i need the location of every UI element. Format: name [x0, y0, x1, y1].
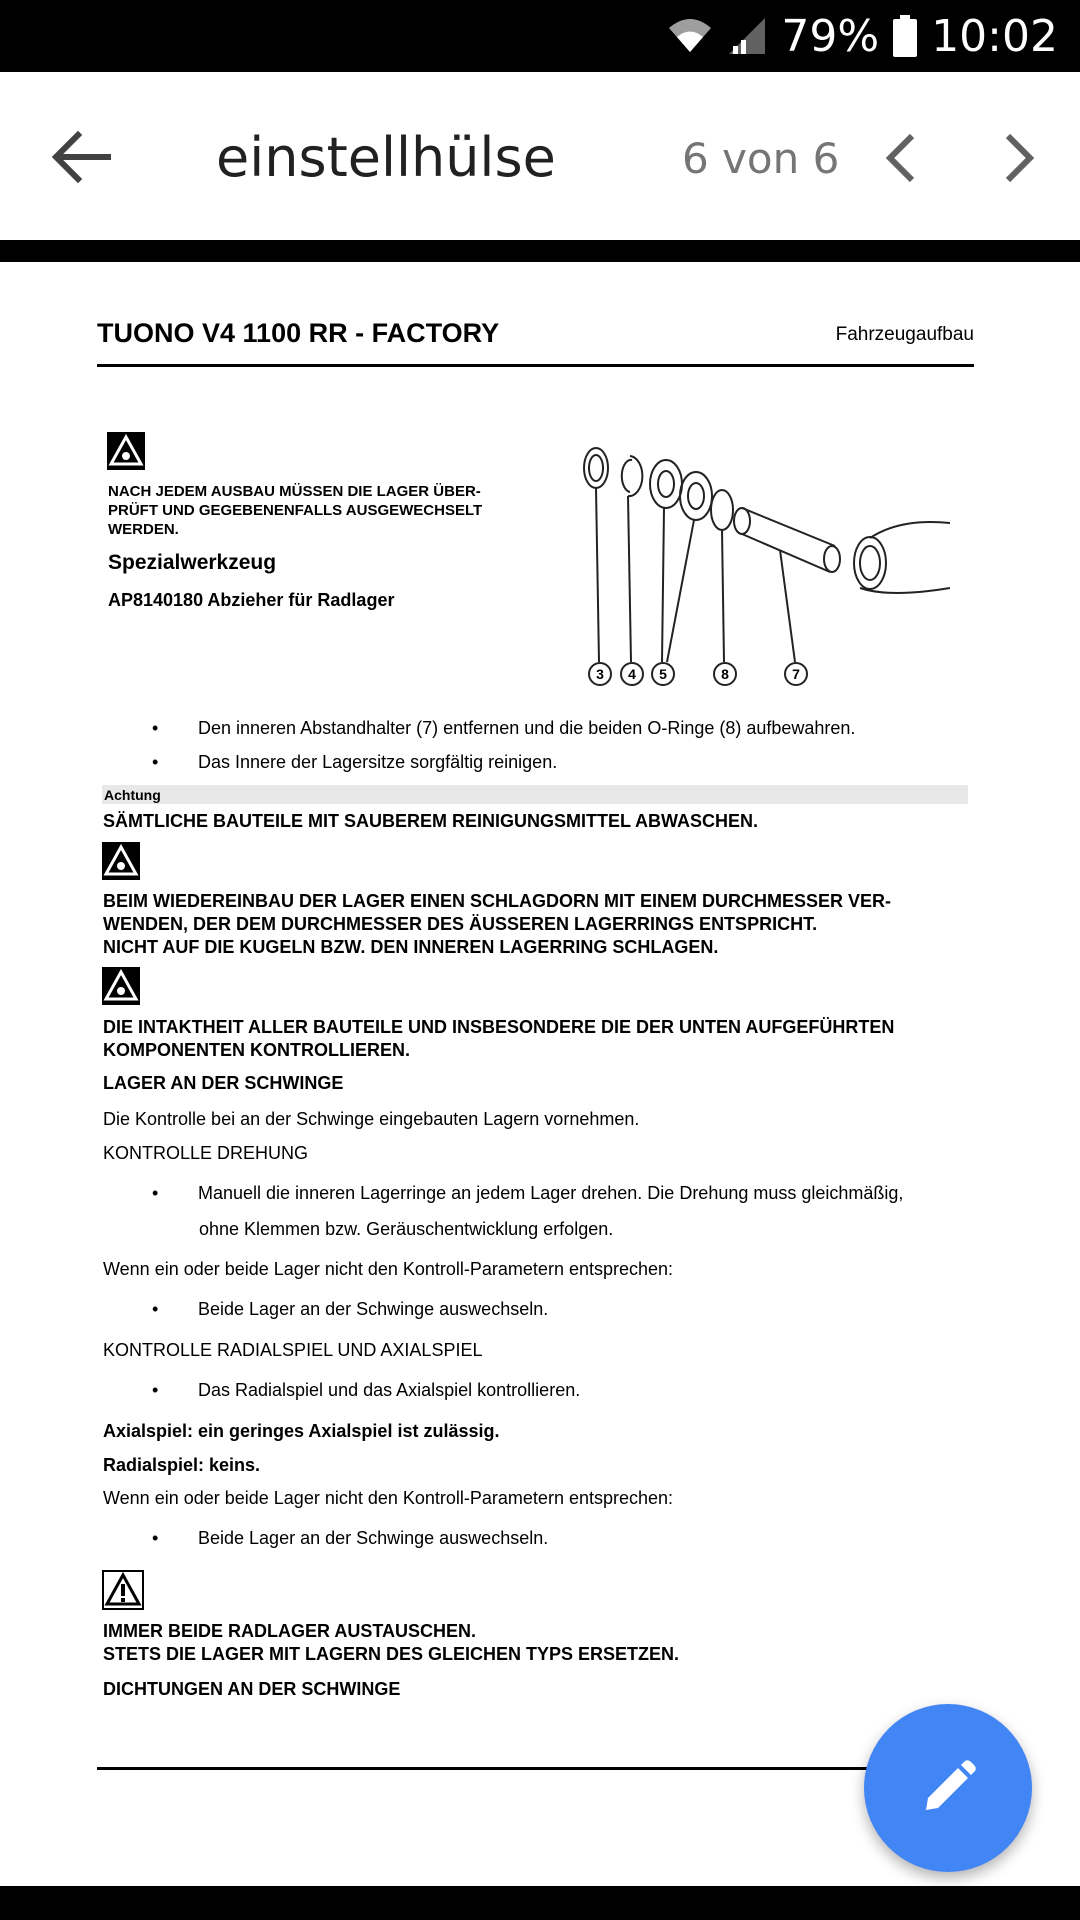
lager-text: Die Kontrolle bei an der Schwinge eingebauten Lagern vornehmen. [103, 1109, 640, 1129]
special-tool: AP8140180 Abzieher für Radlager [108, 590, 395, 610]
figure-label: 7 [792, 666, 800, 682]
status-bar [0, 0, 1080, 72]
doc-header-section: Fahrzeugaufbau [835, 324, 974, 345]
edit-button[interactable] [864, 1704, 1032, 1872]
document-page[interactable]: TUONO V4 1100 RR - FACTORY Fahrzeugaufbau NACH JEDEM AUSBAU MÜSSEN DIE LAGER ÜBER- PRÜFT UND GEGEBENENFALLS AUSGEWECHSELT WERDEN. Spezialwerkzeug AP8140180 Abzieher für Radlager 3 4 5 8 7 Den inneren Abstandhalter (7) entfernen und die beiden O-Ringe (8) aufbewahren. Das Innere der Lagersitze sorgfältig reinigen. Achtung SÄMTLICHE BAUTEILE MIT SAUBEREM REINIGUNGSMITTEL ABWASCHEN. BEIM WIEDEREINBAU DER LAGER EINEN SCHLAGDORN MIT EINEM DURCHMESSER VER- WENDEN, DER DEM DURCHMESSER DES ÄUSSEREN LAGERRINGS ENTSPRICHT. NICHT AUF DIE KUGELN BZW. DEN INNEREN LAGERRING SCHLAGEN. DIE INTAKTHEIT ALLER BAUTEILE UND INSBESONDERE DIE DER UNTEN AUFGEFÜHRTEN KOMPONENTEN KONTROLLIEREN. LAGER AN DER SCHWINGE Die Kontrolle bei an der Schwinge eingebauten Lagern vornehmen. KONTROLLE DREHUNG Manuell die inneren Lagerringe an jedem Lager drehen. Die Drehung muss gleichmäßig, ohne Klemmen bzw. Geräuschentwicklung erfolgen. Wenn ein oder beide Lager nicht den Kontroll-Parametern entsprechen: Beide Lager an der Schwinge auswechseln. KONTROLLE RADIALSPIEL UND AXIALSPIEL Das Radialspiel und das Axialspiel kontrollieren. Axialspiel: ein geringes Axialspiel ist zulässig. Radialspiel: keins. Wenn ein oder beide Lager nicht den Kontroll-Parametern entsprechen: Beide Lager an der Schwinge auswechseln. IMMER BEIDE RADLAGER AUSTAUSCHEN. STETS DIE LAGER MIT LAGERN DES GLEICHEN TYPS ERSETZEN. DICHTUNGEN AN DER SCHWINGE [0, 262, 1080, 1886]
figure-label: 3 [596, 666, 604, 682]
list-item-continued: ohne Klemmen bzw. Geräuschentwicklung erfolgen. [199, 1219, 614, 1239]
battery-percent: 79% [781, 10, 880, 62]
warning-text-3: DIE INTAKTHEIT ALLER BAUTEILE UND INSBESONDERE DIE DER UNTEN AUFGEFÜHRTEN KOMPONENTEN KONTROLLIEREN. [103, 1017, 895, 1060]
status-icons [667, 10, 1058, 62]
achtung-label: Achtung [104, 787, 161, 803]
lager-heading: LAGER AN DER SCHWINGE [103, 1073, 344, 1093]
warning-icon [107, 432, 145, 470]
match-counter: 6 von 6 [682, 134, 840, 183]
chevron-right-icon[interactable] [996, 128, 1044, 188]
divider [0, 240, 1080, 262]
special-tool-heading: Spezialwerkzeug [108, 551, 277, 574]
bearing-diagram [570, 438, 950, 688]
nav-bar [0, 1886, 1080, 1920]
figure-label: 4 [628, 666, 636, 682]
search-title: einstellhülse [216, 126, 556, 189]
clock: 10:02 [931, 10, 1058, 62]
doc-header-title: TUONO V4 1100 RR - FACTORY [97, 318, 500, 348]
signal-icon [727, 16, 767, 56]
battery-icon [893, 15, 917, 57]
header-rule [97, 364, 974, 367]
warning-text-1: NACH JEDEM AUSBAU MÜSSEN DIE LAGER ÜBER- PRÜFT UND GEGEBENENFALLS AUSGEWECHSELT WERDEN. [108, 483, 483, 538]
achtung-bar [102, 785, 968, 804]
warning-icon [102, 842, 140, 880]
back-arrow-icon[interactable] [46, 122, 116, 192]
wifi-icon [667, 16, 713, 56]
chevron-left-icon[interactable] [876, 128, 924, 188]
paragraph: Wenn ein oder beide Lager nicht den Kontroll-Parametern entsprechen: [103, 1488, 674, 1508]
axialspiel: Axialspiel: ein geringes Axialspiel ist zulässig. [103, 1421, 500, 1441]
pencil-icon [918, 1758, 978, 1818]
figure-label: 5 [659, 666, 667, 682]
warning-text-4: IMMER BEIDE RADLAGER AUSTAUSCHEN. STETS DIE LAGER MIT LAGERN DES GLEICHEN TYPS ERSETZEN. [103, 1621, 680, 1664]
kontrolle-drehung: KONTROLLE DREHUNG [103, 1143, 309, 1163]
paragraph: Wenn ein oder beide Lager nicht den Kontroll-Parametern entsprechen: [103, 1259, 674, 1279]
achtung-text: SÄMTLICHE BAUTEILE MIT SAUBEREM REINIGUNGSMITTEL ABWASCHEN. [103, 811, 759, 831]
radialspiel: Radialspiel: keins. [103, 1455, 261, 1475]
footer-rule [97, 1767, 974, 1770]
figure-label: 8 [721, 666, 729, 682]
warning-icon [102, 1570, 144, 1610]
warning-icon [102, 967, 140, 1005]
dichtungen-heading: DICHTUNGEN AN DER SCHWINGE [103, 1679, 401, 1699]
kontrolle-radial: KONTROLLE RADIALSPIEL UND AXIALSPIEL [103, 1340, 483, 1360]
warning-text-2: BEIM WIEDEREINBAU DER LAGER EINEN SCHLAGDORN MIT EINEM DURCHMESSER VER- WENDEN, DER DEM DURCHMESSER DES ÄUSSEREN LAGERRINGS ENTSPRICHT. NICHT AUF DIE KUGELN BZW. DEN INNEREN LAGERRING SCHLAGEN. [103, 891, 892, 957]
app-bar [0, 72, 1080, 240]
